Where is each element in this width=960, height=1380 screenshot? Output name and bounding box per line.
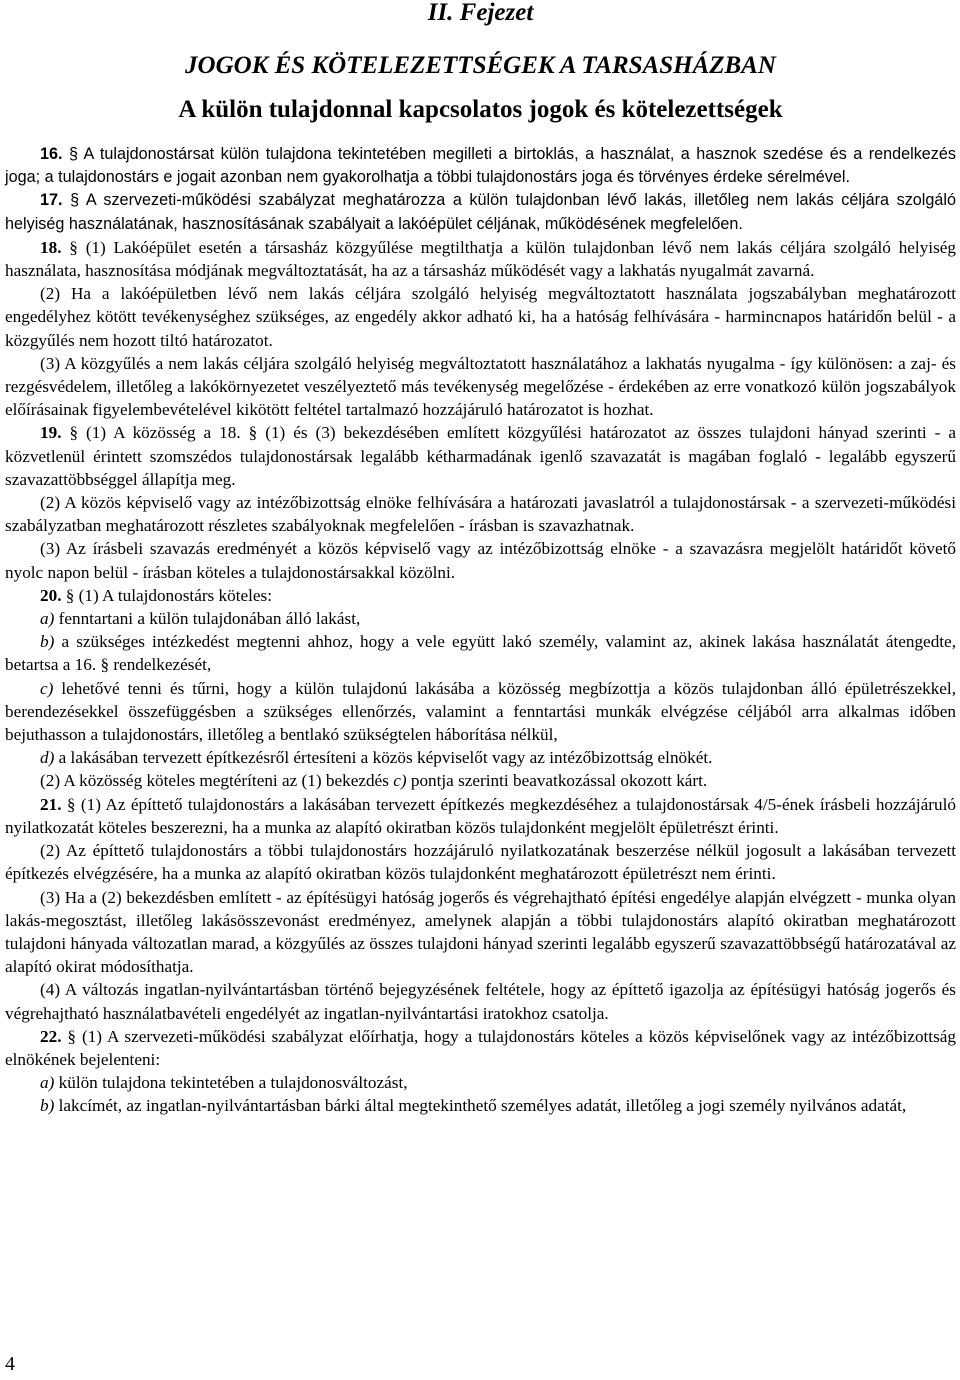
paragraph-number: 22. (40, 1026, 62, 1046)
paragraph-18-1 (5, 236, 956, 282)
paragraph-21-1 (5, 793, 956, 839)
paragraph-text: § (1) A szervezeti-működési szabályzat előírhatja, hogy a tulajdonostárs köteles a közös képviselőnek vagy az intézőbizottság elnökének bejelenteni: (5, 1026, 956, 1069)
paragraph-text: § (1) A tulajdonostárs köteles: (61, 585, 273, 605)
paragraph-22-item-a (5, 1071, 956, 1094)
chapter-heading: II. Fejezet (427, 0, 534, 26)
paragraph-text: (2) A közös képviselő vagy az intézőbizottság elnöke felhívására a határozati javaslatról a tulajdonostársak - a szervezeti-működési szabályzatban meghatározott részletes szabályoknak megfelelően - írásban is szavazhatnak. (5, 493, 956, 536)
item-letter: a) (40, 609, 55, 629)
document-title: JOGOK ÉS KÖTELEZETTSÉGEK A TARSASHÁZBAN (185, 52, 776, 79)
item-letter: b) (40, 632, 55, 652)
paragraph-text: külön tulajdona tekintetében a tulajdonosváltozást, (54, 1073, 408, 1093)
paragraph-text: (4) A változás ingatlan-nyilvántartásban történő bejegyzésének feltétele, hogy az építtető igazolja az építésügyi hatóság jogerős és végrehajtható használatbavételi engedélyét az ingatlan-nyilvántartási iratokhoz csatolja. (5, 980, 956, 1023)
paragraph-number: 20. (40, 585, 62, 605)
page-number: 4 (5, 1353, 15, 1375)
paragraph-19-3 (5, 537, 956, 583)
paragraph-20-2 (5, 769, 956, 792)
paragraph-text: § A szervezeti-működési szabályzat meghatározza a külön tulajdonban lévő lakás, illetőleg nem lakás céljára szolgáló helyiség használatának, hasznosításának szabályait a lakóépület céljának, működésének megfelelően. (5, 191, 956, 233)
paragraph-text: § A tulajdonostársat külön tulajdona tekintetében megilleti a birtoklás, a használat, a hasznok szedése és a rendelkezés joga; a tulajdonostárs e jogait azonban nem gyakorolhatja a többi tulajdonostárs joga és törvényes érdeke sérelmével. (5, 145, 956, 187)
section-subtitle: A külön tulajdonnal kapcsolatos jogok és kötelezettségek (178, 96, 783, 123)
paragraph-text: pontja szerinti beavatkozással okozott kárt. (406, 771, 708, 791)
paragraph-21-4 (5, 978, 956, 1024)
paragraph-number: 21. (40, 794, 62, 814)
paragraph-18-2 (5, 282, 956, 352)
item-letter: a) (40, 1073, 55, 1093)
paragraph-text: (3) Ha a (2) bekezdésben említett - az építésügyi hatóság jogerős és végrehajtható építési engedélye alapján elvégzett - munka olyan lakás-megosztást, illetőleg lakásösszevonást eredményez, amelynek alapján a többi tulajdonostárs alapító okiratban meghatározott tulajdoni hányada változatlan marad, a közgyűlés az összes tulajdoni hányad szerinti legalább egyszerű szavazattöbbségű határozatával az alapító okirat módosíthatja. (5, 887, 956, 977)
item-letter: d) (40, 748, 55, 768)
paragraph-17 (5, 189, 956, 235)
paragraph-20-item-a (5, 607, 956, 630)
paragraph-text: (3) Az írásbeli szavazás eredményét a közös képviselő vagy az intézőbizottság elnöke - a szavazásra megjelölt határidőt követő nyolc napon belül - írásban köteles a tulajdonostársakkal közölni. (5, 539, 956, 582)
paragraph-18-3 (5, 352, 956, 422)
paragraph-22-item-b (5, 1094, 956, 1117)
paragraph-text: lehetővé tenni és tűrni, hogy a külön tulajdonú lakásába a közösség megbízottja a közös tulajdonban álló épületrészekkel, berendezésekkel összefüggésben a szükséges ellenőrzés, valamint a fenntartási munkák elvégzése céljából arra alkalmas időben bejuthasson a tulajdonostárs, illetőleg a bentlakó szükségtelen háborítása nélkül, (5, 678, 956, 745)
paragraph-20-item-c (5, 677, 956, 747)
document-page (5, 0, 956, 1118)
paragraph-20-1 (5, 584, 956, 607)
paragraph-text: § (1) A közösség a 18. § (1) és (3) bekezdésében említett közgyűlési határozatot az összes tulajdoni hányad szerinti - a közvetlenül érintett szomszédos tulajdonostársak legalább kétharmadának igenlő szavazatát is magában foglaló - legalább egyszerű szavazattöbbséggel állapítja meg. (5, 423, 956, 489)
paragraph-text: a szükséges intézkedést megtenni ahhoz, hogy a vele együtt lakó személy, valamint az, akinek lakása használatát átengedte, betartsa a 16. § rendelkezését, (5, 632, 956, 675)
paragraph-19-2 (5, 491, 956, 537)
paragraph-number: 19. (40, 423, 62, 443)
paragraph-text: (2) Ha a lakóépületben lévő nem lakás céljára szolgáló helyiség megváltoztatott használata jogszabályban meghatározott engedélyhez kötött tevékenységhez szükséges, az engedély akkor adható ki, ha a hatóság felhívására - harmincnapos határidőn belül - a közgyűlés nem hozott tiltó határozatot. (5, 284, 956, 350)
paragraph-22-1 (5, 1025, 956, 1071)
body-text (5, 143, 956, 1118)
paragraph-21-2 (5, 839, 956, 885)
paragraph-text: (2) Az építtető tulajdonostárs a többi tulajdonostárs hozzájáruló nyilatkozatának beszerzése nélkül jogosult a lakásában tervezett építkezés elvégzésére, ha a munka az alapító okiratban közös tulajdonként meghatározott épületrészt nem érinti. (5, 841, 956, 884)
paragraph-16 (5, 143, 956, 189)
paragraph-text: lakcímét, az ingatlan-nyilvántartásban bárki által megtekinthető személyes adatát, illetőleg a jogi személy nyilvános adatát, (54, 1096, 907, 1116)
paragraph-number: 18. (40, 237, 62, 257)
paragraph-21-3 (5, 886, 956, 979)
item-letter: b) (40, 1096, 55, 1116)
paragraph-19-1 (5, 421, 956, 491)
item-letter: c) (393, 771, 407, 791)
item-letter: c) (40, 678, 54, 698)
paragraph-number: 16. (40, 145, 63, 163)
paragraph-number: 17. (40, 191, 63, 210)
paragraph-20-item-d (5, 746, 956, 769)
paragraph-text: (2) A közösség köteles megtéríteni az (1) bekezdés (40, 771, 394, 791)
paragraph-text: a lakásában tervezett építkezésről értesíteni a közös képviselőt vagy az intézőbizottság elnökét. (54, 748, 713, 768)
paragraph-text: fenntartani a külön tulajdonában álló lakást, (54, 609, 361, 629)
paragraph-20-item-b (5, 630, 956, 676)
paragraph-text: (3) A közgyűlés a nem lakás céljára szolgáló helyiség megváltoztatott használatához a lakhatás nyugalma - így különösen: a zaj- és rezgésvédelem, illetőleg a lakókörnyezetet veszélyeztető más tevékenység megelőzése - érdekében az erre vonatkozó külön jogszabályok előírásainak figyelembevételével kikötött feltétel tartalmazó hozzájáruló határozatot is hozhat. (5, 353, 956, 420)
paragraph-text: § (1) Lakóépület esetén a társasház közgyűlése megtilthatja a külön tulajdonban lévő nem lakás céljára szolgáló helyiség használata, hasznosítása módjának megváltoztatását, ha az a társasház működését vagy a lakhatás nyugalmát zavarná. (5, 237, 956, 281)
paragraph-text: § (1) Az építtető tulajdonostárs a lakásában tervezett építkezés megkezdéséhez a tulajdonostársak 4/5-ének írásbeli hozzájáruló nyilatkozatát köteles beszerezni, ha a munka az alapító okiratban közös tulajdonként megjelölt épületrészt érinti. (5, 794, 956, 837)
